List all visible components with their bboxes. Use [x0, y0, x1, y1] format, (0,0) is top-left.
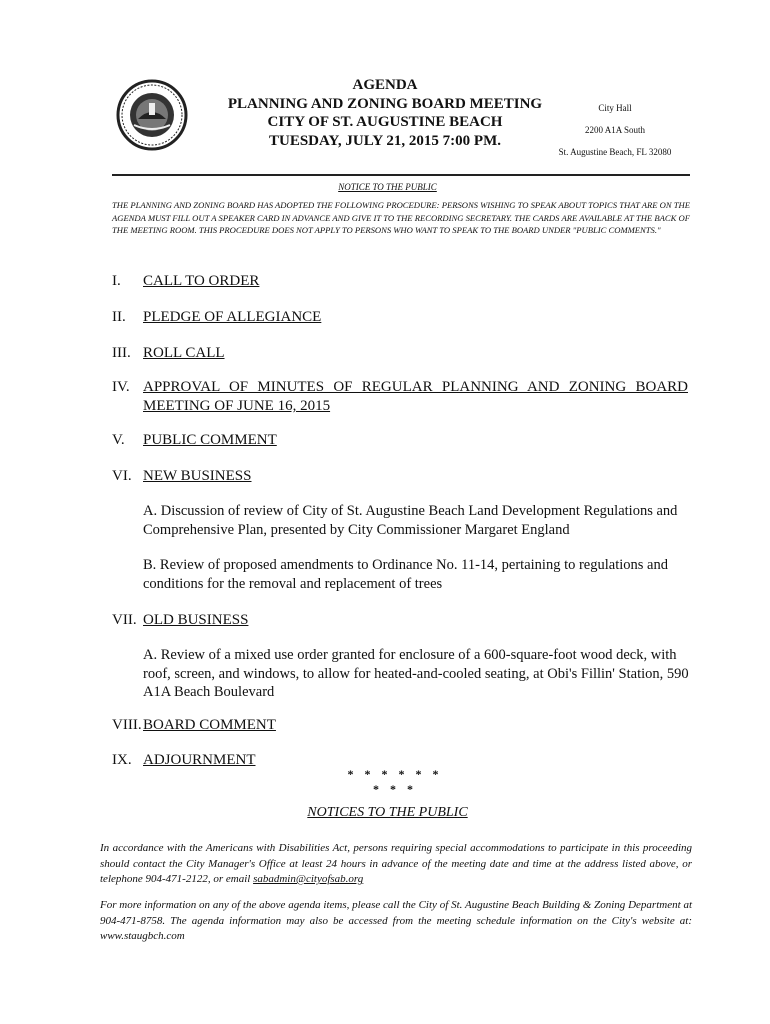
agenda-item-number: III. — [112, 345, 131, 361]
agenda-item-title: PUBLIC COMMENT — [143, 432, 277, 448]
info-notice: For more information on any of the above agenda items, please call the City of St. Augustine Beach Building & Zoning Department at 904-471-8758. The agenda information may also be accessed from the meeting schedule information on the City's website at: www.staugbch.com — [100, 899, 692, 942]
agenda-item-number: IV. — [112, 379, 130, 395]
header-date: TUESDAY, JULY 21, 2015 7:00 PM. — [269, 132, 501, 149]
agenda-item-title: ADJOURNMENT — [143, 752, 256, 768]
old-business-item-a: A. Review of a mixed use order granted for enclosure of a 600-square-foot wood deck, with roof, screen, and windows, to allow for heated-and-cooled seating, at Obi's Fillin' Station, 590 A1A Beach Boulevard — [143, 647, 689, 700]
agenda-item-title: NEW BUSINESS — [143, 468, 252, 484]
agenda-item-title: CALL TO ORDER — [143, 273, 260, 289]
agenda-item-number: VIII. — [112, 717, 142, 733]
address-line-3: St. Augustine Beach, FL 32080 — [558, 147, 672, 157]
address-line-2: 2200 A1A South — [584, 125, 645, 135]
agenda-item-number: V. — [112, 432, 125, 448]
new-business-item-b: B. Review of proposed amendments to Ordinance No. 11-14, pertaining to regulations and conditions for the removal and replacement of trees — [143, 557, 668, 592]
header-agenda: AGENDA — [352, 77, 418, 93]
agenda-item-number: I. — [112, 273, 121, 289]
agenda-item-number: IX. — [112, 752, 132, 768]
header-city: CITY OF ST. AUGUSTINE BEACH — [267, 114, 503, 130]
agenda-item-title: BOARD COMMENT — [143, 717, 276, 733]
agenda-item-title: APPROVAL OF MINUTES OF REGULAR PLANNING AND ZONING BOARD MEETING OF JUNE 16, 2015 — [143, 379, 688, 414]
agenda-item-title: ROLL CALL — [143, 345, 225, 361]
agenda-item-number: II. — [112, 309, 126, 325]
agenda-item-title: OLD BUSINESS — [143, 612, 249, 628]
address-line-1: City Hall — [598, 103, 632, 113]
ada-email-link[interactable]: sabadmin@cityofsab.org — [253, 873, 364, 885]
notices-title: NOTICES TO THE PUBLIC — [307, 805, 468, 820]
separator-stars: * * * * * * * * * — [347, 767, 443, 796]
ada-notice — [100, 841, 692, 888]
header-board-name: PLANNING AND ZONING BOARD MEETING — [227, 95, 543, 112]
notice-heading: NOTICE TO THE PUBLIC — [338, 182, 437, 192]
agenda-item-title: PLEDGE OF ALLEGIANCE — [143, 309, 322, 325]
agenda-item-number: VII. — [112, 612, 137, 628]
agenda-item-number: VI. — [112, 468, 132, 484]
notice-body: THE PLANNING AND ZONING BOARD HAS ADOPTED THE FOLLOWING PROCEDURE: PERSONS WISHING TO SPEAK ABOUT TOPICS THAT ARE ON THE AGENDA MUST FILL OUT A SPEAKER CARD IN ADVANCE AND GIVE IT TO THE RECORDING SECRETARY. THE CARDS ARE AVAILABLE AT THE BACK OF THE MEETING ROOM. THIS PROCEDURE DOES NOT APPLY TO PERSONS WHO WANT TO SPEAK TO THE BOARD UNDER "PUBLIC COMMENTS." — [112, 200, 690, 235]
ada-notice-text: In accordance with the Americans with Disabilities Act, persons requiring special accommodations to participate in this proceeding should contact the City Manager's Office at least 24 hours in advance of the meeting date and time at the address listed above, or telephone 904-471-2122, or email — [100, 842, 692, 885]
new-business-item-a: A. Discussion of review of City of St. Augustine Beach Land Development Regulations and Comprehensive Plan, presented by City Commissioner Margaret England — [143, 503, 678, 538]
